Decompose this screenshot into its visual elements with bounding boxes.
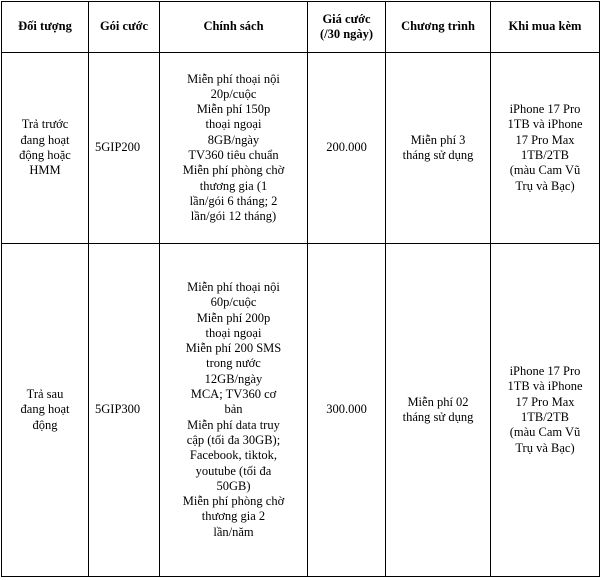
cell-line: (màu Cam Vũ: [509, 425, 581, 440]
cell-line: Miễn phí phòng chờ: [182, 163, 285, 178]
cell-line: Miễn phí data truy: [187, 417, 280, 432]
cell-line: động: [32, 417, 58, 432]
cell-line: Trả sau: [26, 387, 64, 402]
cell-line: 50GB): [216, 478, 251, 493]
cell-line: Miễn phí thoại nội: [187, 71, 280, 86]
cell-package: 5GIP300: [89, 244, 160, 577]
cell-line: thương gia (1: [199, 178, 268, 193]
cell-policy: [160, 53, 308, 244]
cell-line: đang hoạt: [20, 402, 70, 417]
cell-program: [386, 244, 491, 577]
cell-line: thoại ngoại: [205, 325, 262, 340]
cell-line: 12GB/ngày: [204, 371, 263, 386]
cell-line: Miễn phí 200 SMS: [185, 341, 282, 356]
cell-line: thương gia 2: [201, 509, 266, 524]
cell-line: MCA; TV360 cơ: [190, 387, 277, 402]
cell-line: Miễn phí 3: [410, 132, 466, 147]
header-subject: Đối tượng: [2, 2, 89, 53]
cell-line: Trụ và Bạc): [515, 440, 575, 455]
cell-line: Trụ và Bạc): [515, 178, 575, 193]
cell-line: TV360 tiêu chuẩn: [188, 148, 279, 162]
header-price-line: Giá cước: [322, 11, 371, 26]
cell-line: Miễn phí 200p: [196, 310, 271, 325]
cell-price: 300.000: [308, 244, 386, 577]
header-row: [2, 2, 600, 53]
cell-line: tháng sử dụng: [402, 148, 474, 162]
cell-line: 17 Pro Max: [515, 394, 575, 409]
cell-line: 1TB và iPhone: [507, 379, 583, 394]
header-package: Gói cước: [89, 2, 160, 53]
cell-package: 5GIP200: [89, 53, 160, 244]
header-price-period: (/30 ngày): [319, 27, 374, 41]
cell-line: Trả trước: [21, 117, 69, 132]
cell-line: 20p/cuộc: [210, 86, 257, 101]
cell-line: 1TB và iPhone: [507, 117, 583, 132]
cell-line: thoại ngoại: [205, 117, 262, 132]
cell-subject: [2, 244, 89, 577]
cell-bundle: [491, 244, 600, 577]
header-policy: Chính sách: [160, 2, 308, 53]
cell-bundle: [491, 53, 600, 244]
cell-line: động hoặc: [19, 148, 71, 162]
cell-line: lần/gói 6 tháng; 2: [189, 193, 278, 208]
cell-line: HMM: [29, 163, 61, 178]
cell-line: iPhone 17 Pro: [509, 364, 581, 379]
cell-line: Miễn phí 150p: [196, 102, 271, 117]
cell-line: Miễn phí thoại nội: [187, 279, 280, 294]
cell-line: lần/gói 12 tháng): [190, 209, 277, 224]
cell-line: tháng sử dụng: [402, 410, 474, 424]
cell-line: đang hoạt: [20, 132, 70, 147]
header-bundle: Khi mua kèm: [491, 2, 600, 53]
header-price: [308, 2, 386, 53]
pricing-table: [1, 1, 600, 577]
cell-price: 200.000: [308, 53, 386, 244]
cell-program: [386, 53, 491, 244]
cell-line: 8GB/ngày: [207, 132, 260, 147]
cell-line: iPhone 17 Pro: [509, 102, 581, 117]
cell-line: Miễn phí phòng chờ: [182, 494, 285, 509]
cell-line: 17 Pro Max: [515, 132, 575, 147]
cell-policy: [160, 244, 308, 577]
cell-line: 1TB/2TB: [521, 410, 569, 424]
header-program: Chương trình: [386, 2, 491, 53]
cell-line: 1TB/2TB: [521, 148, 569, 162]
table-row: [2, 244, 600, 577]
cell-line: bản: [224, 402, 243, 417]
cell-line: trong nước: [206, 356, 261, 371]
cell-line: 60p/cuộc: [210, 295, 257, 310]
cell-line: Facebook, tiktok,: [189, 448, 278, 463]
cell-line: (màu Cam Vũ: [509, 163, 581, 178]
cell-line: Miễn phí 02: [407, 394, 469, 409]
cell-line: cập (tối đa 30GB);: [186, 432, 281, 447]
table-row: [2, 53, 600, 244]
cell-line: lần/năm: [213, 524, 254, 539]
cell-subject: [2, 53, 89, 244]
cell-line: youtube (tối đa: [195, 463, 272, 478]
